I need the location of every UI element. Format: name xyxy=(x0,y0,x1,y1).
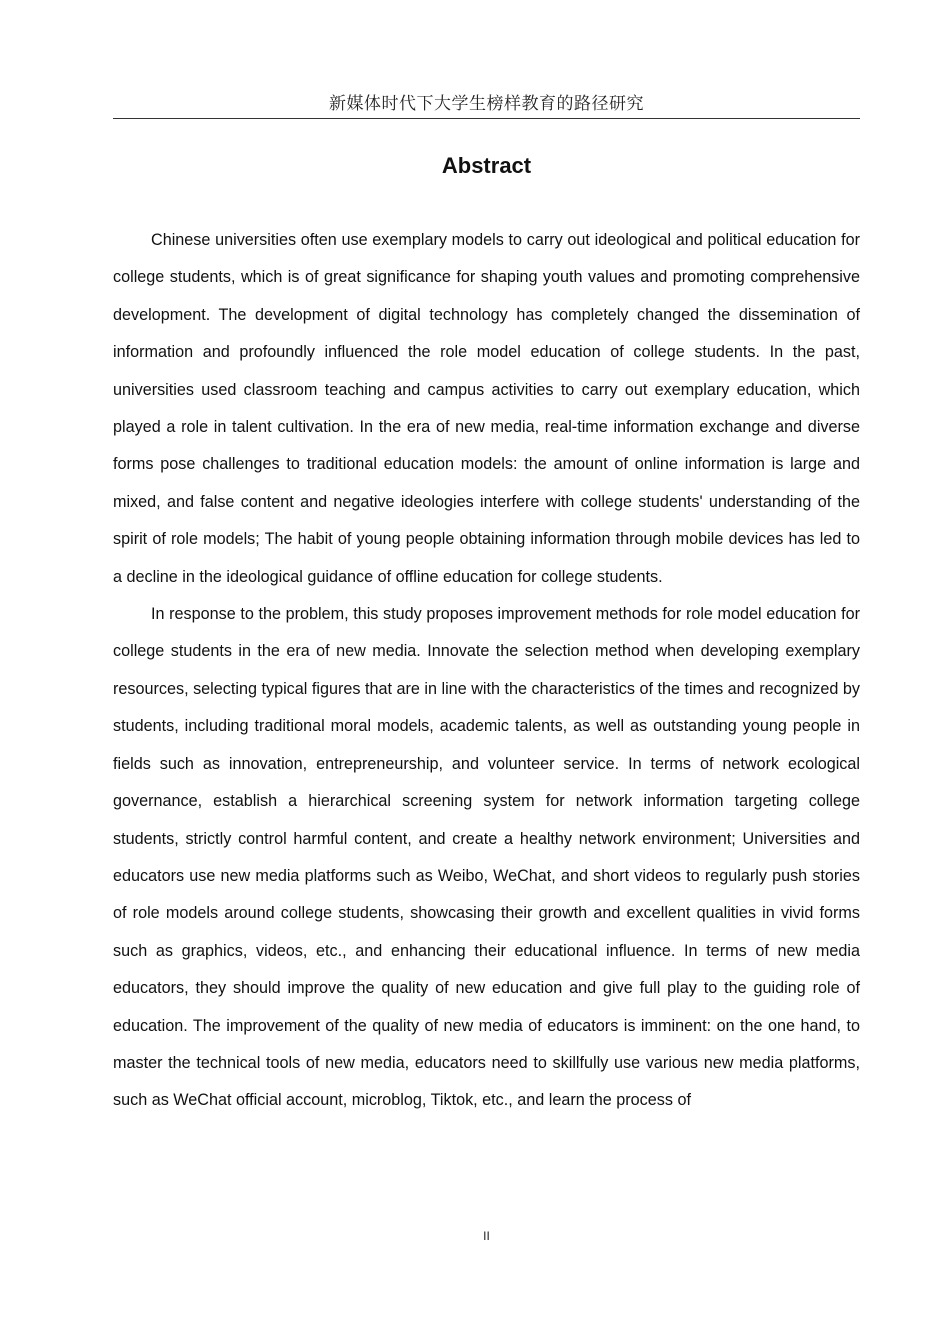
paragraph: Chinese universities often use exemplary models to carry out ideological and political education for college students, which is of great significance for shaping youth values and promoting comprehensive development. The development of digital technology has completely changed the dissemination of information and profoundly influenced the role model education of college students. In the past, universities used classroom teaching and campus activities to carry out exemplary education, which played a role in talent cultivation. In the era of new media, real-time information exchange and diverse forms pose challenges to traditional education models: the amount of online information is large and mixed, and false content and negative ideologies interfere with college students' understanding of the spirit of role models; The habit of young people obtaining information through mobile devices has led to a decline in the ideological guidance of offline education for college students. xyxy=(113,231,860,586)
section-title: Abstract xyxy=(441,153,532,178)
page-number: II xyxy=(483,1229,490,1243)
running-header: 新媒体时代下大学生榜样教育的路径研究 xyxy=(329,94,644,114)
header-divider xyxy=(113,118,860,119)
paragraph: In response to the problem, this study proposes improvement methods for role model education for college students in the era of new media. Innovate the selection method when developing exemplary resources, selecting typical figures that are in line with the characteristics of the times and recognized by students, including traditional moral models, academic talents, as well as outstanding young people in fields such as innovation, entrepreneurship, and volunteer service. In terms of network ecological governance, establish a hierarchical screening system for network information targeting college students, strictly control harmful content, and create a healthy network environment; Universities and educators use new media platforms such as Weibo, WeChat, and short videos to regularly push stories of role models around college students, showcasing their growth and excellent qualities in vivid forms such as graphics, videos, etc., and enhancing their educational influence. In terms of new media educators, they should improve the quality of new education and give full play to the guiding role of education. The improvement of the quality of new media of educators is imminent: on the one hand, to master the technical tools of new media, educators need to skillfully use various new media platforms, such as WeChat official account, microblog, Tiktok, etc., and learn the process of xyxy=(113,605,860,1110)
abstract-body xyxy=(113,222,860,1120)
